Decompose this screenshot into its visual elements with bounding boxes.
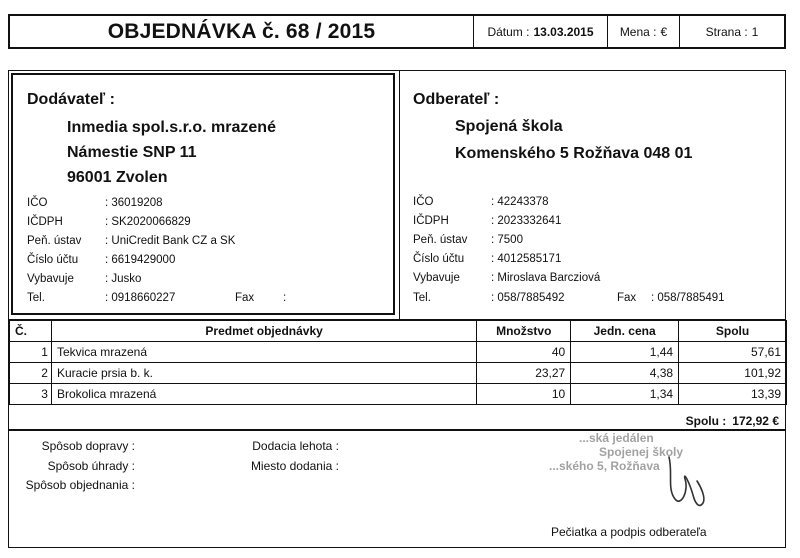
customer-fax-label: Fax <box>617 292 637 304</box>
page-cell <box>680 16 784 47</box>
supplier-fax-label: Fax <box>235 292 255 304</box>
supplier-ico-value: : 36019208 <box>105 197 163 209</box>
col-header-total: Spolu <box>679 321 787 342</box>
supplier-icdph-value: : SK2020066829 <box>105 216 191 228</box>
supplier-tel-value: : 0918660227 <box>105 292 176 304</box>
row-description: Brokolica mrazená <box>51 384 476 405</box>
supplier-tel-row <box>27 290 286 306</box>
date-label: Dátum : <box>487 24 530 39</box>
order-header <box>8 14 786 49</box>
row-total: 13,39 <box>679 384 787 405</box>
col-header-description: Predmet objednávky <box>51 321 476 342</box>
col-header-quantity: Množstvo <box>477 321 571 342</box>
customer-bank-label: Peň. ústav <box>413 234 468 246</box>
customer-contact-label: Vybavuje <box>413 272 460 284</box>
customer-ico-label: IČO <box>413 196 434 208</box>
supplier-contact-row <box>27 271 141 287</box>
customer-account-value: : 4012585171 <box>491 253 562 265</box>
signature-icon <box>659 451 719 513</box>
order-method-label: Spôsob objednania : <box>25 478 135 492</box>
row-number: 2 <box>10 363 52 384</box>
supplier-street: Námestie SNP 11 <box>67 144 197 161</box>
row-description: Tekvica mrazená <box>51 342 476 363</box>
supplier-icdph-row <box>27 214 191 230</box>
customer-tel-row <box>413 290 725 306</box>
footer-section <box>8 430 786 548</box>
supplier-ico-label: IČO <box>27 197 48 209</box>
row-unit-price: 4,38 <box>571 363 679 384</box>
currency-label: Mena : <box>619 24 657 39</box>
grand-total-value: 172,92 € <box>732 414 779 428</box>
row-number: 3 <box>10 384 52 405</box>
parties-section <box>8 70 786 320</box>
col-header-unit-price: Jedn. cena <box>571 321 679 342</box>
customer-icdph-value: : 2023332641 <box>491 215 562 227</box>
signature-caption: Pečiatka a podpis odberateľa <box>551 525 707 539</box>
supplier-name: Inmedia spol.s.r.o. mrazené <box>67 119 276 136</box>
stamp-line: ...ská jedálen <box>579 431 654 445</box>
row-unit-price: 1,44 <box>571 342 679 363</box>
currency-value: € <box>660 24 668 39</box>
row-quantity: 10 <box>477 384 571 405</box>
supplier-bank-label: Peň. ústav <box>27 235 82 247</box>
customer-account-label: Číslo účtu <box>413 253 465 265</box>
delivery-place-label: Miesto dodania : <box>250 459 339 473</box>
supplier-bank-value: : UniCredit Bank CZ a SK <box>105 235 236 247</box>
customer-bank-value: : 7500 <box>491 234 523 246</box>
customer-tel-value: : 058/7885492 <box>491 292 565 304</box>
date-value: 13.03.2015 <box>533 24 594 39</box>
row-unit-price: 1,34 <box>571 384 679 405</box>
supplier-fax-value: : <box>283 292 287 304</box>
payment-label: Spôsob úhrady : <box>47 459 135 473</box>
customer-ico-row <box>413 194 549 210</box>
row-quantity: 23,27 <box>477 363 571 384</box>
supplier-bank-row <box>27 233 235 249</box>
supplier-tel-label: Tel. <box>27 292 45 304</box>
customer-account-row <box>413 251 561 267</box>
customer-fax-value: : 058/7885491 <box>651 292 725 304</box>
supplier-city: 96001 Zvolen <box>67 169 168 186</box>
page-label: Strana : <box>705 24 748 39</box>
customer-contact-value: : Miroslava Barcziová <box>491 272 601 284</box>
customer-ico-value: : 42243378 <box>491 196 549 208</box>
col-header-number: Č. <box>10 321 52 342</box>
customer-icdph-row <box>413 213 561 229</box>
table-row <box>10 342 787 363</box>
items-table <box>9 320 787 405</box>
supplier-contact-value: : Jusko <box>105 273 142 285</box>
table-row <box>10 363 787 384</box>
supplier-heading: Dodávateľ : <box>27 91 115 108</box>
row-total: 57,61 <box>679 342 787 363</box>
supplier-ico-row <box>27 195 163 211</box>
grand-total <box>686 414 779 428</box>
customer-tel-label: Tel. <box>413 292 431 304</box>
customer-heading: Odberateľ : <box>413 91 500 108</box>
supplier-account-row <box>27 252 175 268</box>
page-value: 1 <box>751 24 759 39</box>
customer-name: Spojená škola <box>455 118 563 135</box>
customer-address: Komenského 5 Rožňava 048 01 <box>455 145 693 162</box>
document-title: OBJEDNÁVKA č. 68 / 2015 <box>10 16 474 47</box>
row-number: 1 <box>10 342 52 363</box>
stamp-line: Spojenej školy <box>599 445 684 459</box>
supplier-account-label: Číslo účtu <box>27 254 79 266</box>
table-header-row <box>10 321 787 342</box>
row-description: Kuracie prsia b. k. <box>51 363 476 384</box>
stamp-area <box>489 431 785 547</box>
party-divider <box>399 71 400 319</box>
supplier-account-value: : 6619429000 <box>105 254 176 266</box>
row-quantity: 40 <box>477 342 571 363</box>
currency-cell <box>608 16 680 47</box>
delivery-deadline-label: Dodacia lehota : <box>252 439 339 453</box>
table-row <box>10 384 787 405</box>
row-total: 101,92 <box>679 363 787 384</box>
customer-bank-row <box>413 232 523 248</box>
customer-contact-row <box>413 270 600 286</box>
grand-total-label: Spolu : <box>685 414 727 428</box>
stamp-line: ...ského 5, Rožňava <box>549 459 660 473</box>
transport-label: Spôsob dopravy : <box>41 439 135 453</box>
items-section <box>8 320 786 430</box>
date-cell <box>474 16 608 47</box>
customer-icdph-label: IČDPH <box>413 215 449 227</box>
supplier-box <box>11 73 395 315</box>
supplier-icdph-label: IČDPH <box>27 216 63 228</box>
supplier-contact-label: Vybavuje <box>27 273 74 285</box>
